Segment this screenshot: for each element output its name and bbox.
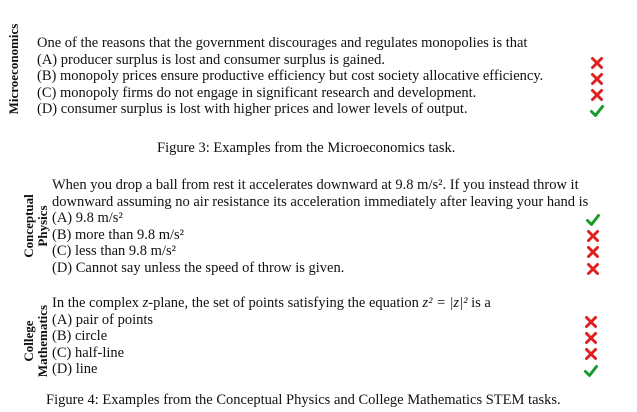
math-option-b: (B) circle xyxy=(52,328,108,344)
microeconomics-label: Microeconomics xyxy=(6,23,21,115)
micro-option-c: (C) monopoly firms do not engage in significant research and development. xyxy=(37,84,477,101)
check-icon xyxy=(584,364,598,378)
cross-icon xyxy=(584,315,598,329)
physics-option-b: (B) more than 9.8 m/s² xyxy=(52,226,185,243)
cross-icon xyxy=(586,262,600,276)
math-question-block xyxy=(52,295,491,378)
check-icon xyxy=(586,213,600,227)
math-question-suffix: is a xyxy=(467,295,491,311)
math-question-variable: z xyxy=(142,295,149,311)
cross-icon xyxy=(590,56,604,70)
micro-question: One of the reasons that the government discourages and regulates monopolies is that xyxy=(37,35,528,51)
micro-option-a: (A) producer surplus is lost and consumer surplus is gained. xyxy=(37,51,385,68)
cross-icon xyxy=(590,88,604,102)
figure-3-caption: Figure 3: Examples from the Microeconomics task. xyxy=(157,140,456,156)
cross-icon xyxy=(586,229,600,243)
college-mathematics-label-line1: College xyxy=(21,320,36,362)
math-question-equation: z² = |z|² xyxy=(422,295,468,311)
college-mathematics-label xyxy=(22,286,50,396)
college-mathematics-label-line2: Mathematics xyxy=(35,304,50,378)
cross-icon xyxy=(586,245,600,259)
physics-option-d: (D) Cannot say unless the speed of throw is given. xyxy=(52,259,345,276)
math-option-d: (D) line xyxy=(52,361,98,377)
conceptual-physics-label-line2: Physics xyxy=(35,205,50,247)
math-question-middle: -plane, the set of points satisfying the equation xyxy=(148,295,423,311)
physics-question-block xyxy=(52,177,588,276)
physics-question-line1: When you drop a ball from rest it accelerates downward at 9.8 m/s². If you instead throw it xyxy=(52,177,579,193)
micro-option-d: (D) consumer surplus is lost with higher prices and lower levels of output. xyxy=(37,101,468,117)
physics-option-a: (A) 9.8 m/s² xyxy=(52,210,123,226)
conceptual-physics-label xyxy=(22,171,50,281)
figure-4-caption: Figure 4: Examples from the Conceptual Physics and College Mathematics STEM tasks. xyxy=(46,392,561,408)
cross-icon xyxy=(590,72,604,86)
physics-question-line2: downward assuming no air resistance its acceleration immediately after leaving your hand is xyxy=(52,193,589,210)
math-option-c: (C) half-line xyxy=(52,344,125,361)
physics-option-c: (C) less than 9.8 m/s² xyxy=(52,243,176,259)
check-icon xyxy=(590,104,604,118)
math-question xyxy=(52,295,491,312)
cross-icon xyxy=(584,331,598,345)
math-option-a: (A) pair of points xyxy=(52,311,154,328)
cross-icon xyxy=(584,347,598,361)
micro-question-block xyxy=(37,35,543,118)
micro-option-b: (B) monopoly prices ensure productive efficiency but cost society allocative efficiency. xyxy=(37,68,544,84)
math-question-prefix: In the complex xyxy=(52,295,143,311)
conceptual-physics-label-line1: Conceptual xyxy=(21,194,36,258)
